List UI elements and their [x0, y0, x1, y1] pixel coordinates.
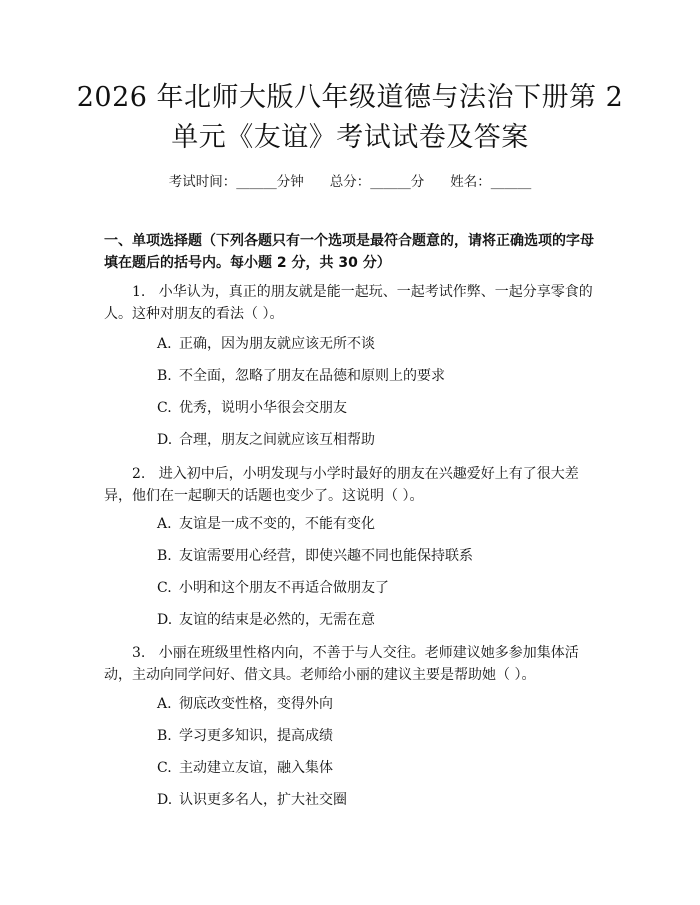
question-2-option-c: [157, 578, 597, 598]
question-number: 2.: [132, 466, 146, 482]
question-1-option-d: [157, 430, 597, 450]
exam-meta-line: [0, 170, 700, 190]
question-2-stem: [104, 463, 600, 507]
question-2-option-d: [157, 610, 597, 630]
option-text: 小明和这个朋友不再适合做朋友了: [179, 580, 389, 596]
question-3-option-c: [157, 758, 597, 778]
student-name-field: 姓名：______: [450, 174, 532, 190]
question-2-option-b: [157, 546, 597, 566]
option-letter: B.: [157, 728, 172, 744]
question-2-option-a: [157, 514, 597, 534]
option-letter: A.: [157, 336, 172, 352]
section-heading: 一、单项选择题（下列各题只有一个选项是最符合题意的，请将正确选项的字母填在题后的括号内。每小题 2 分，共 30 分）: [104, 233, 594, 271]
option-text: 学习更多知识，提高成绩: [179, 728, 333, 744]
question-text: 小丽在班级里性格内向，不善于与人交往。老师建议她多参加集体活动，主动向同学问好、借文具。老师给小丽的建议主要是帮助她（ ）。: [104, 645, 579, 683]
document-title: 2026 年北师大版八年级道德与法治下册第 2 单元《友谊》考试试卷及答案: [76, 82, 624, 153]
question-3-option-a: [157, 694, 597, 714]
option-text: 优秀，说明小华很会交朋友: [179, 400, 347, 416]
option-letter: C.: [157, 760, 172, 776]
question-text: 进入初中后，小明发现与小学时最好的朋友在兴趣爱好上有了很大差异，他们在一起聊天的话题也变少了。这说明（ ）。: [104, 466, 579, 504]
option-text: 不全面，忽略了朋友在品德和原则上的要求: [179, 368, 445, 384]
option-text: 认识更多名人，扩大社交圈: [179, 792, 347, 808]
option-text: 友谊是一成不变的，不能有变化: [179, 516, 375, 532]
option-text: 彻底改变性格，变得外向: [179, 696, 333, 712]
question-text: 小华认为，真正的朋友就是能一起玩、一起考试作弊、一起分享零食的人。这种对朋友的看法（ ）。: [104, 284, 593, 322]
question-1-option-b: [157, 366, 597, 386]
option-letter: B.: [157, 368, 172, 384]
option-text: 友谊需要用心经营，即使兴趣不同也能保持联系: [179, 548, 473, 564]
question-number: 1.: [132, 284, 146, 300]
option-letter: D.: [157, 612, 173, 628]
total-score-field: 总分：______分: [329, 174, 425, 190]
option-letter: B.: [157, 548, 172, 564]
question-3-option-b: [157, 726, 597, 746]
exam-time-field: 考试时间：______分钟: [168, 174, 304, 190]
option-letter: A.: [157, 696, 172, 712]
option-text: 合理，朋友之间就应该互相帮助: [179, 432, 375, 448]
option-letter: C.: [157, 400, 172, 416]
option-letter: C.: [157, 580, 172, 596]
option-text: 友谊的结束是必然的，无需在意: [179, 612, 375, 628]
question-3-stem: [104, 642, 600, 686]
question-number: 3.: [132, 645, 146, 661]
option-text: 正确，因为朋友就应该无所不谈: [179, 336, 375, 352]
option-letter: A.: [157, 516, 172, 532]
question-1-option-c: [157, 398, 597, 418]
question-1-option-a: [157, 334, 597, 354]
option-letter: D.: [157, 432, 173, 448]
question-1-stem: [104, 281, 600, 325]
question-3-option-d: [157, 790, 597, 810]
option-letter: D.: [157, 792, 173, 808]
option-text: 主动建立友谊，融入集体: [179, 760, 333, 776]
